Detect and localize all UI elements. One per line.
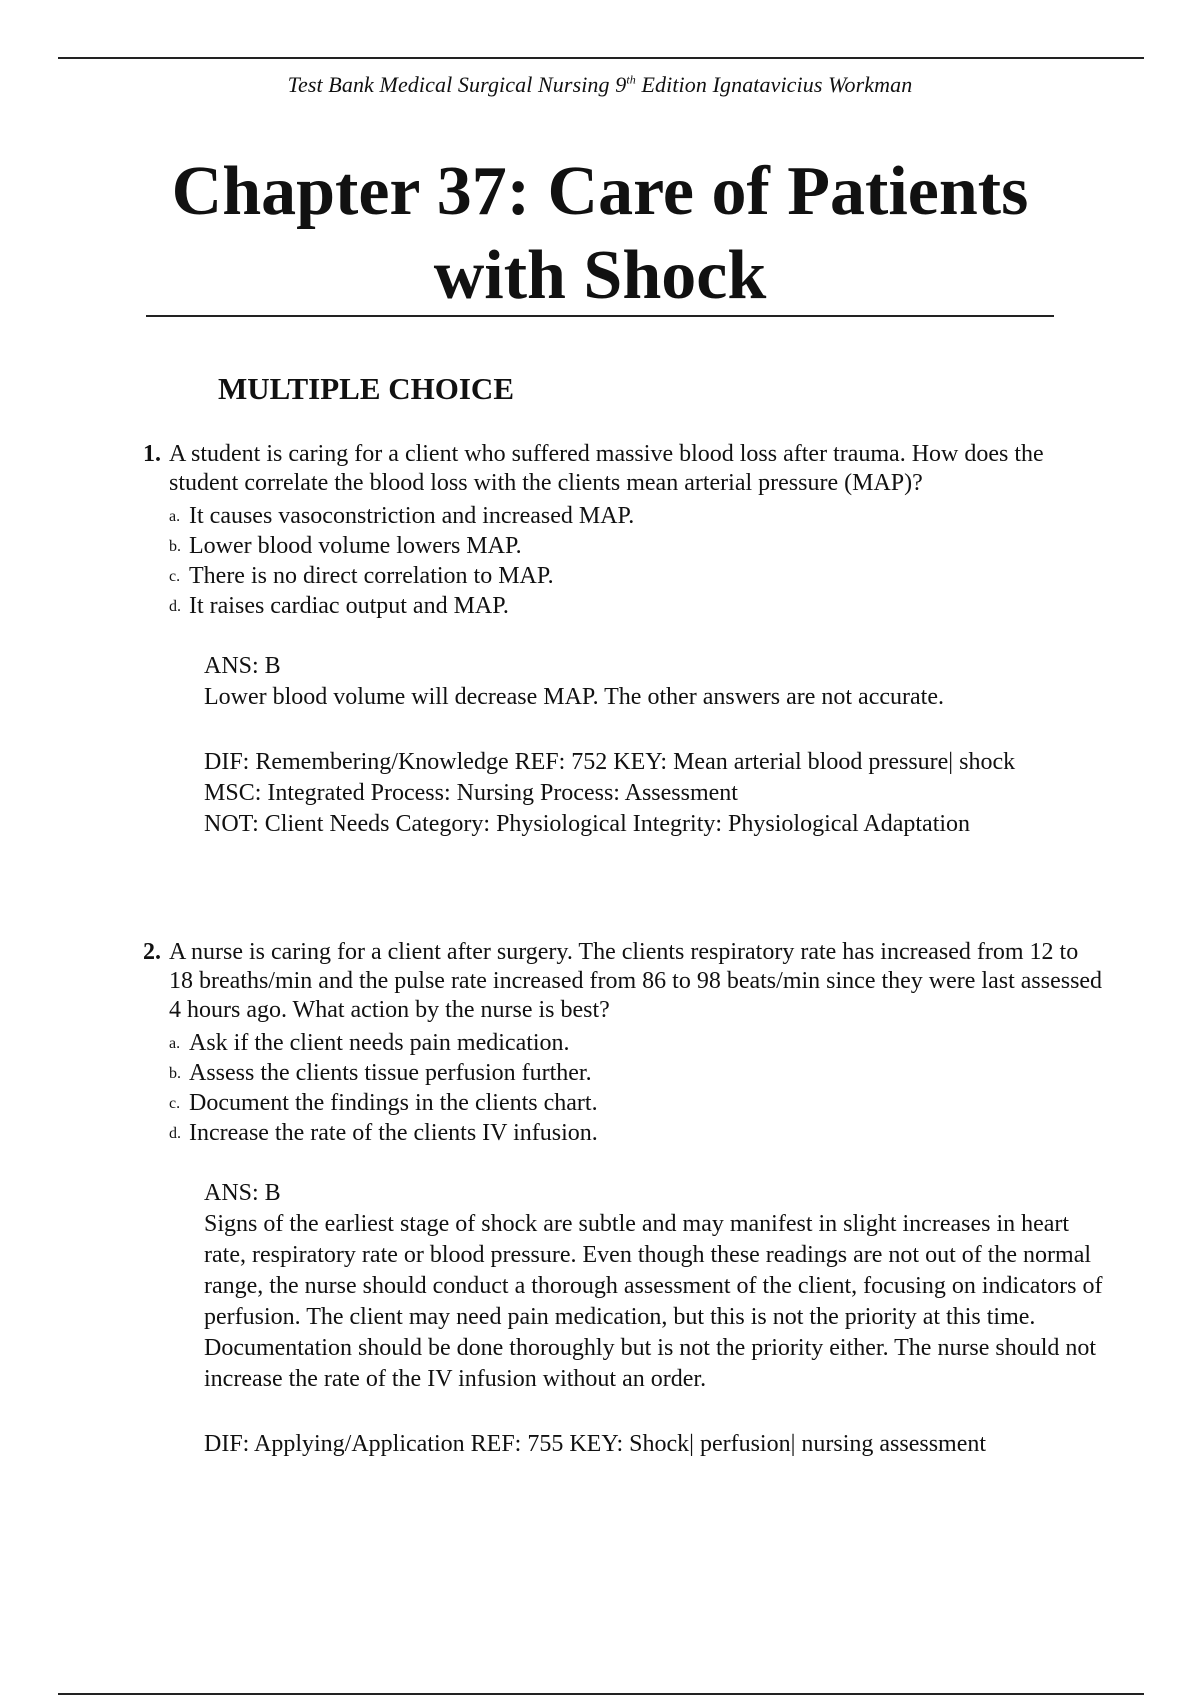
chapter-title-line1: Chapter 37: Care of Patients: [171, 153, 1029, 230]
option-b: b. Lower blood volume lowers MAP.: [169, 533, 522, 559]
option-b: b. Assess the clients tissue perfusion further.: [169, 1060, 592, 1086]
question-1: [143, 440, 1103, 840]
question-number: 2.: [143, 939, 161, 965]
rationale: Lower blood volume will decrease MAP. The other answers are not accurate.: [204, 684, 944, 710]
option-c: c. There is no direct correlation to MAP.: [169, 563, 554, 589]
option-d: d. It raises cardiac output and MAP.: [169, 593, 509, 619]
answer-block: [204, 1178, 1103, 1460]
question-number: 1.: [143, 441, 161, 467]
answer-key: ANS: B: [204, 653, 281, 679]
question-stem: [143, 938, 1103, 1025]
difficulty-info: DIF: Applying/Application REF: 755 KEY: Shock| perfusion| nursing assessment: [204, 1431, 987, 1457]
section-heading: MULTIPLE CHOICE: [218, 371, 514, 406]
answer-block: [204, 651, 1103, 840]
not-info: NOT: Client Needs Category: Physiological Integrity: Physiological Adaptation: [204, 811, 971, 837]
title-rule: [146, 315, 1054, 317]
option-a: a. Ask if the client needs pain medication.: [169, 1030, 570, 1056]
msc-info: MSC: Integrated Process: Nursing Process: Assessment: [204, 780, 738, 806]
chapter-title: [146, 150, 1054, 318]
answer-key: ANS: B: [204, 1180, 281, 1206]
running-header: Test Bank Medical Surgical Nursing 9th Edition Ignatavicius Workman: [287, 72, 913, 97]
question-text: A nurse is caring for a client after surgery. The clients respiratory rate has increased from 12 to 18 breaths/min and the pulse rate increased from 86 to 98 beats/min since they were last assessed 4 hours ago. What action by the nurse is best?: [169, 939, 1103, 1023]
chapter-title-line2: with Shock: [433, 237, 767, 314]
option-c: c. Document the findings in the clients chart.: [169, 1090, 598, 1116]
question-2: [143, 938, 1103, 1460]
option-d: d. Increase the rate of the clients IV infusion.: [169, 1120, 598, 1146]
option-list: [143, 1028, 1103, 1148]
rationale: Signs of the earliest stage of shock are subtle and may manifest in slight increases in heart rate, respiratory rate or blood pressure. Even though these readings are not out of the normal range, the nurse should conduct a thorough assessment of the client, focusing on indicators of perfusion. The client may need pain medication, but this is not the priority at this time. Documentation should be done thoroughly but is not the priority either. The nurse should not increase the rate of the IV infusion without an order.: [204, 1211, 1103, 1392]
top-rule: [58, 57, 1144, 59]
option-a: a. It causes vasoconstriction and increased MAP.: [169, 503, 635, 529]
option-list: [143, 501, 1103, 621]
difficulty-info: DIF: Remembering/Knowledge REF: 752 KEY: Mean arterial blood pressure| shock: [204, 749, 1016, 775]
bottom-rule: [58, 1693, 1144, 1695]
question-stem: [143, 440, 1103, 498]
question-text: A student is caring for a client who suffered massive blood loss after trauma. How does the student correlate the blood loss with the clients mean arterial pressure (MAP)?: [169, 441, 1044, 496]
